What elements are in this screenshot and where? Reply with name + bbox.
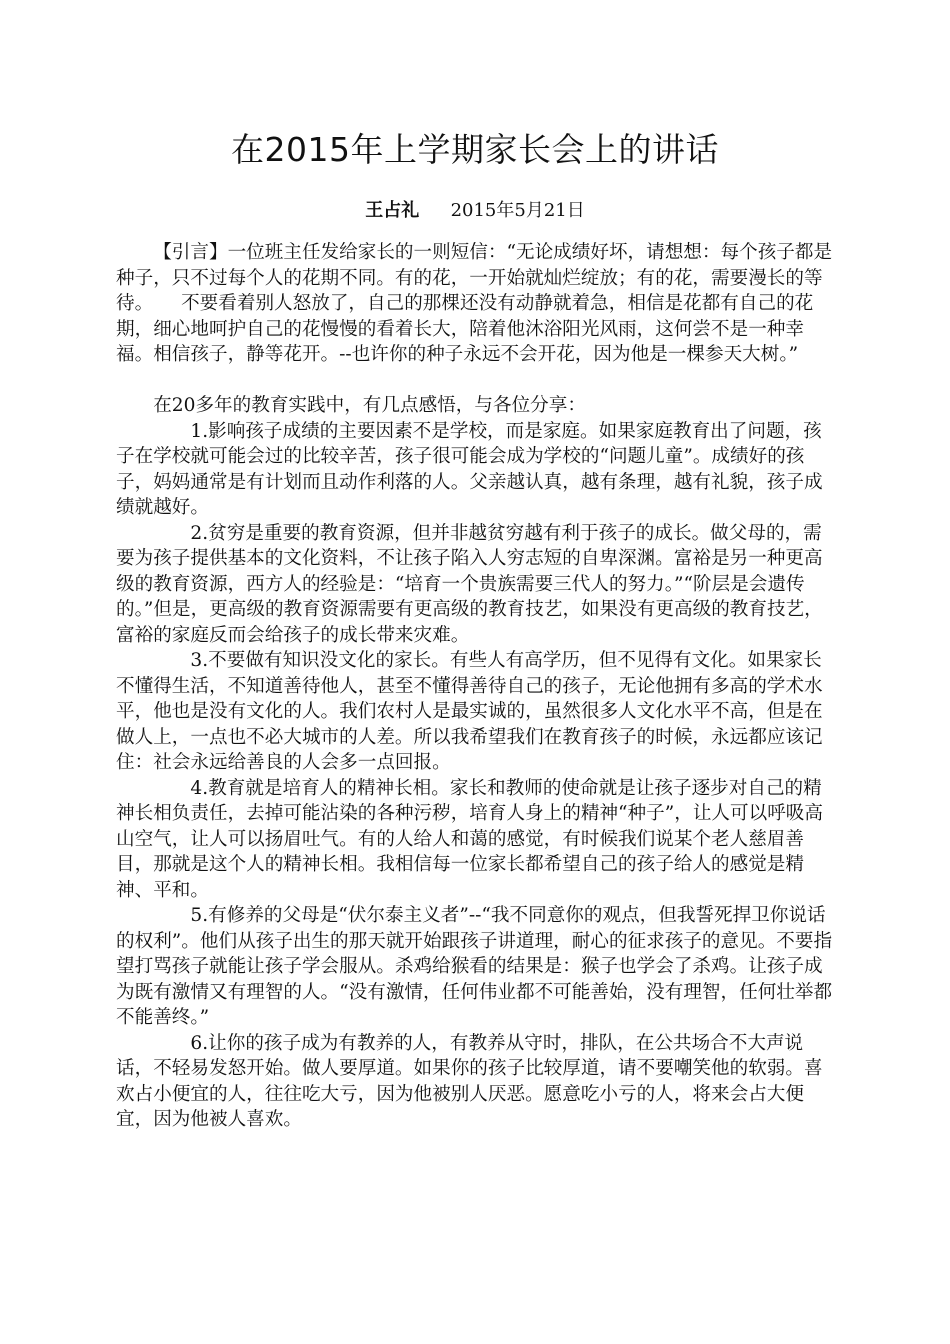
page-title: 在2015年上学期家长会上的讲话: [231, 130, 719, 169]
point-paragraph-4: 4.教育就是培育人的精神长相。家长和教师的使命就是让孩子逐步对自己的精神长相负责任，去掉可能沾染的各种污秽，培育人身上的精神“种子”，让人可以呼吸高山空气，让人可以扬眉吐气。有的人给人和蔼的感觉，有时候我们说某个老人慈眉善目，那就是这个人的精神长相。我相信每一位家长都希望自己的孩子给人的感觉是精神、平和。: [116, 777, 823, 901]
point-paragraph-3: 3.不要做有知识没文化的家长。有些人有高学历，但不见得有文化。如果家长不懂得生活，不知道善待他人，甚至不懂得善待自己的孩子，无论他拥有多高的学术水平，他也是没有文化的人。我们农村人是最实诚的，虽然很多人文化水平不高，但是在做人上，一点也不必大城市的人差。所以我希望我们在教育孩子的时候，永远都应该记住：社会永远给善良的人会多一点回报。: [116, 650, 823, 773]
document-body: [116, 240, 838, 1133]
intro-paragraph: 【引言】一位班主任发给家长的一则短信：“无论成绩好坏，请想想：每个孩子都是种子，只不过每个人的花期不同。有的花，一开始就灿烂绽放；有的花，需要漫长的等待。 不要看着别人怒放了，自己的那棵还没有动静就着急，相信是花都有自己的花期，细心地呵护自己的花慢慢的看着长大，陪着他沐浴阳光风雨，这何尝不是一种幸福。相信孩子，静等花开。--也许你的种子永远不会开花，因为他是一棵参天大树。”: [116, 242, 833, 365]
paragraph-spacer: [116, 368, 838, 394]
point-paragraph-5: 5.有修养的父母是“伏尔泰主义者”--“我不同意你的观点，但我誓死捍卫你说话的权利”。他们从孩子出生的那天就开始跟孩子讲道理，耐心的征求孩子的意见。不要指望打骂孩子就能让孩子学会服从。杀鸡给猴看的结果是：猴子也学会了杀鸡。让孩子成为既有激情又有理智的人。“没有激情，任何伟业都不可能善始，没有理智，任何壮举都不能善终。”: [116, 905, 833, 1028]
speech-date: 2015年5月21日: [450, 200, 585, 221]
lead-paragraph: 在20多年的教育实践中，有几点感悟，与各位分享：: [153, 395, 586, 416]
point-paragraph-1: 1.影响孩子成绩的主要因素不是学校，而是家庭。如果家庭教育出了问题，孩子在学校就可能会过的比较辛苦，孩子很可能会成为学校的“问题儿童”。成绩好的孩子，妈妈通常是有计划而且动作利落的人。父亲越认真，越有条理，越有礼貌，孩子成绩就越好。: [116, 420, 823, 518]
point-paragraph-2: 2.贫穷是重要的教育资源，但并非越贫穷越有利于孩子的成长。做父母的，需要为孩子提供基本的文化资料，不让孩子陷入人穷志短的自卑深渊。富裕是另一种更高级的教育资源，西方人的经验是：“培育一个贵族需要三代人的努力。”“阶层是会遗传的。”但是，更高级的教育资源需要有更高级的教育技艺，如果没有更高级的教育技艺，富裕的家庭反而会给孩子的成长带来灾难。: [116, 522, 823, 646]
byline: [0, 198, 950, 224]
point-paragraph-6: 6.让你的孩子成为有教养的人，有教养从守时，排队，在公共场合不大声说话，不轻易发怒开始。做人要厚道。如果你的孩子比较厚道，请不要嘲笑他的软弱。喜欢占小便宜的人，往往吃大亏，因为他被别人厌恶。愿意吃小亏的人，将来会占大便宜，因为他被人喜欢。: [116, 1032, 823, 1130]
author-name: 王占礼: [365, 200, 420, 221]
